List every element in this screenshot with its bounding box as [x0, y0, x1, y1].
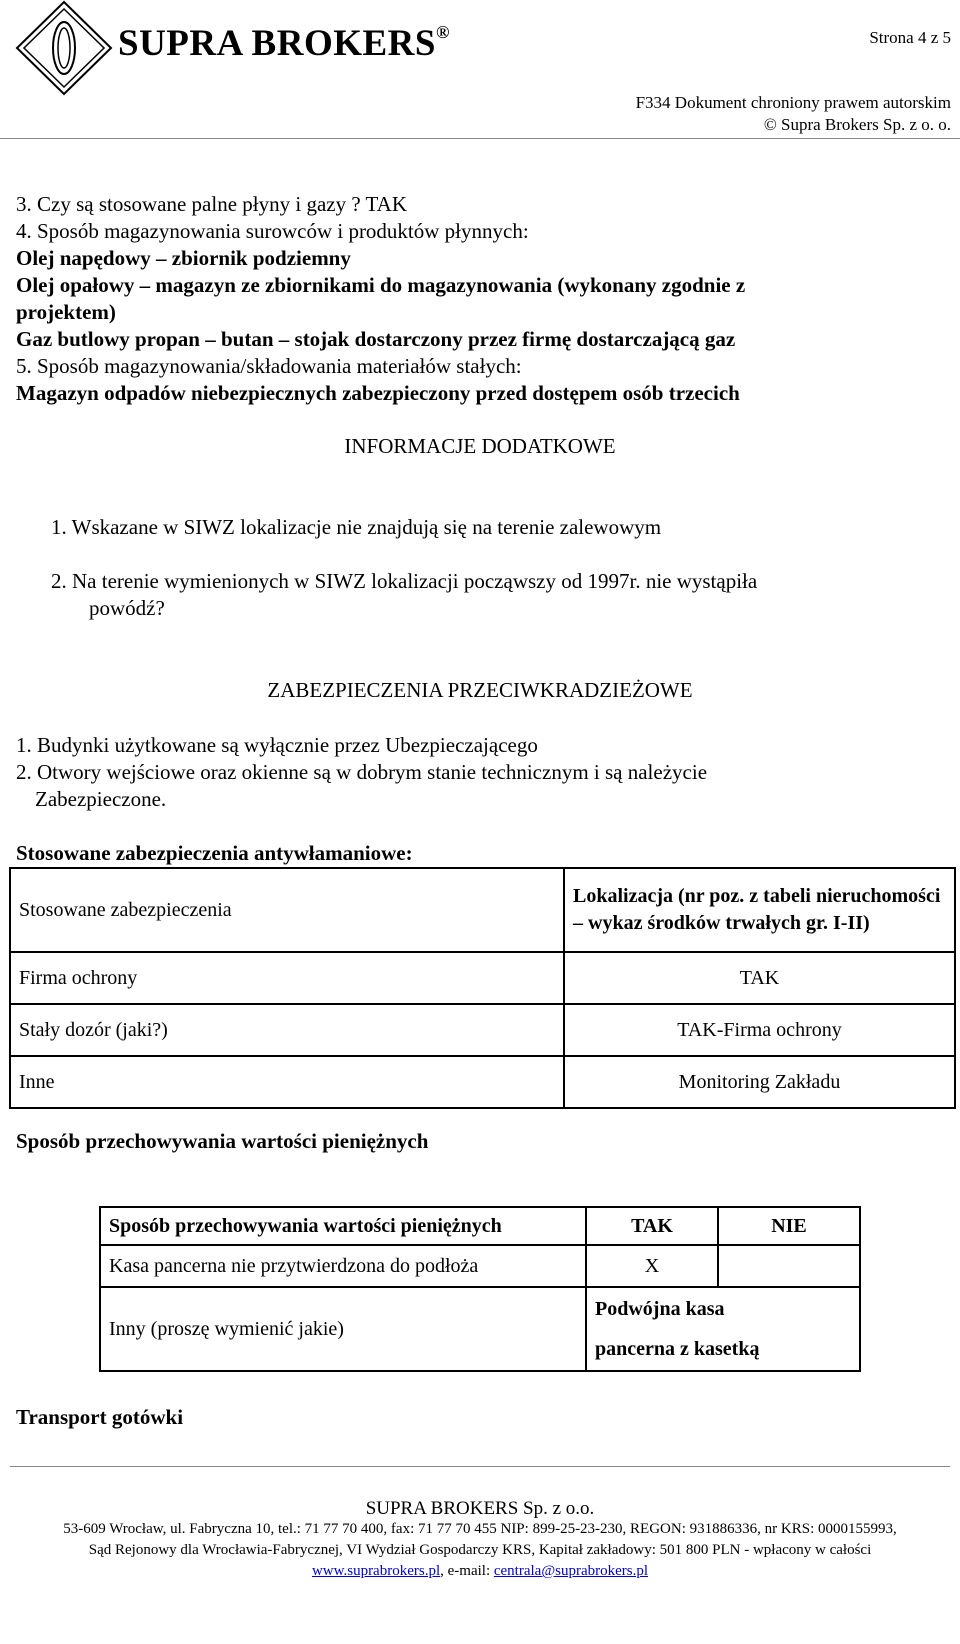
copyright-note: © Supra Brokers Sp. z o. o. — [763, 115, 951, 134]
row-value-line-2: pancerna z kasetką — [595, 1338, 760, 1360]
footer — [0, 1498, 960, 1582]
email-label: , e-mail: — [440, 1563, 494, 1579]
row-value: TAK — [564, 952, 955, 1004]
info-item-1: 1. Wskazane w SIWZ lokalizacje nie znajdują się na terenie zalewowym — [51, 515, 662, 539]
row-label: Kasa pancerna nie przytwierdzona do podłoża — [100, 1245, 586, 1287]
answer-heating-oil: Olej opałowy – magazyn ze zbiornikami do magazynowania (wykonany zgodnie z — [16, 273, 746, 297]
table-row — [10, 1056, 955, 1108]
heading-anti-burglary: Stosowane zabezpieczenia antywłamaniowe: — [16, 841, 413, 865]
email-link[interactable]: centrala@suprabrokers.pl — [493, 1563, 649, 1579]
header-cell: NIE — [718, 1207, 860, 1245]
brand-name: SUPRA BROKERS® — [118, 21, 450, 64]
theft-item-1: 1. Budynki użytkowane są wyłącznie przez Ubezpieczającego — [16, 733, 538, 757]
row-value — [586, 1287, 860, 1371]
row-label: Stały dozór (jaki?) — [10, 1004, 564, 1056]
company-logo — [14, 0, 114, 96]
header-cell: Lokalizacja (nr poz. z tabeli nieruchomości – wykaz środków trwałych gr. I-II) — [564, 868, 955, 952]
heading-cash-transport: Transport gotówki — [16, 1405, 184, 1429]
footer-court: Sąd Rejonowy dla Wrocławia-Fabrycznej, VI Wydział Gospodarczy KRS, Kapitał zakładowy: 501 800 PLN - wpłacony w całości — [88, 1542, 872, 1558]
question-3: 3. Czy są stosowane palne płyny i gazy ? TAK — [16, 192, 408, 216]
theft-item-2-cont: Zabezpieczone. — [35, 787, 167, 811]
footer-company: SUPRA BROKERS Sp. z o.o. — [365, 1498, 595, 1519]
header-divider — [0, 138, 960, 139]
heading-additional-info: INFORMACJE DODATKOWE — [344, 434, 616, 458]
table-row — [10, 952, 955, 1004]
document-note — [636, 92, 951, 136]
row-value-yes: X — [586, 1245, 718, 1287]
heading-cash-storage: Sposób przechowywania wartości pieniężnych — [16, 1129, 429, 1153]
answer-diesel: Olej napędowy – zbiornik podziemny — [16, 246, 351, 270]
question-5: 5. Sposób magazynowania/składowania materiałów stałych: — [16, 354, 522, 378]
page-number: Strona 4 z 5 — [869, 28, 951, 47]
table-header-row — [10, 868, 955, 952]
security-table — [9, 867, 956, 1109]
table-header-row — [100, 1207, 860, 1245]
footer-address: 53-609 Wrocław, ul. Fabryczna 10, tel.: 71 77 70 400, fax: 71 77 70 455 NIP: 899-25-23-230, REGON: 931886336, nr KRS: 0000155993, — [63, 1521, 897, 1537]
theft-item-2: 2. Otwory wejściowe oraz okienne są w dobrym stanie technicznym i są należycie — [16, 760, 708, 784]
row-value-line-1: Podwójna kasa — [595, 1298, 725, 1320]
question-4: 4. Sposób magazynowania surowców i produktów płynnych: — [16, 219, 529, 243]
answer-gas: Gaz butlowy propan – butan – stojak dostarczony przez firmę dostarczającą gaz — [16, 327, 736, 351]
answer-waste: Magazyn odpadów niebezpiecznych zabezpieczony przed dostępem osób trzecich — [16, 381, 740, 405]
row-label: Firma ochrony — [10, 952, 564, 1004]
document-code: F334 Dokument chroniony prawem autorskim — [635, 93, 951, 112]
heading-theft-protection: ZABEZPIECZENIA PRZECIWKRADZIEŻOWE — [267, 678, 693, 702]
header-cell: Sposób przechowywania wartości pieniężnych — [100, 1207, 586, 1245]
row-label: Inne — [10, 1056, 564, 1108]
cash-storage-table — [99, 1206, 861, 1372]
header-cell: Stosowane zabezpieczenia — [10, 868, 564, 952]
info-item-2-cont: powódź? — [89, 596, 165, 620]
row-label: Inny (proszę wymienić jakie) — [100, 1287, 586, 1371]
table-row — [100, 1245, 860, 1287]
row-value: Monitoring Zakładu — [564, 1056, 955, 1108]
footer-divider — [10, 1466, 950, 1467]
row-value-no — [718, 1245, 860, 1287]
table-row — [100, 1287, 860, 1371]
footer-contact — [0, 1561, 960, 1582]
info-item-2: 2. Na terenie wymienionych w SIWZ lokalizacji począwszy od 1997r. nie wystąpiła — [51, 569, 758, 593]
row-value: TAK-Firma ochrony — [564, 1004, 955, 1056]
answer-heating-oil-cont: projektem) — [16, 300, 116, 324]
header-cell: TAK — [586, 1207, 718, 1245]
table-row — [10, 1004, 955, 1056]
website-link[interactable]: www.suprabrokers.pl — [311, 1563, 441, 1579]
